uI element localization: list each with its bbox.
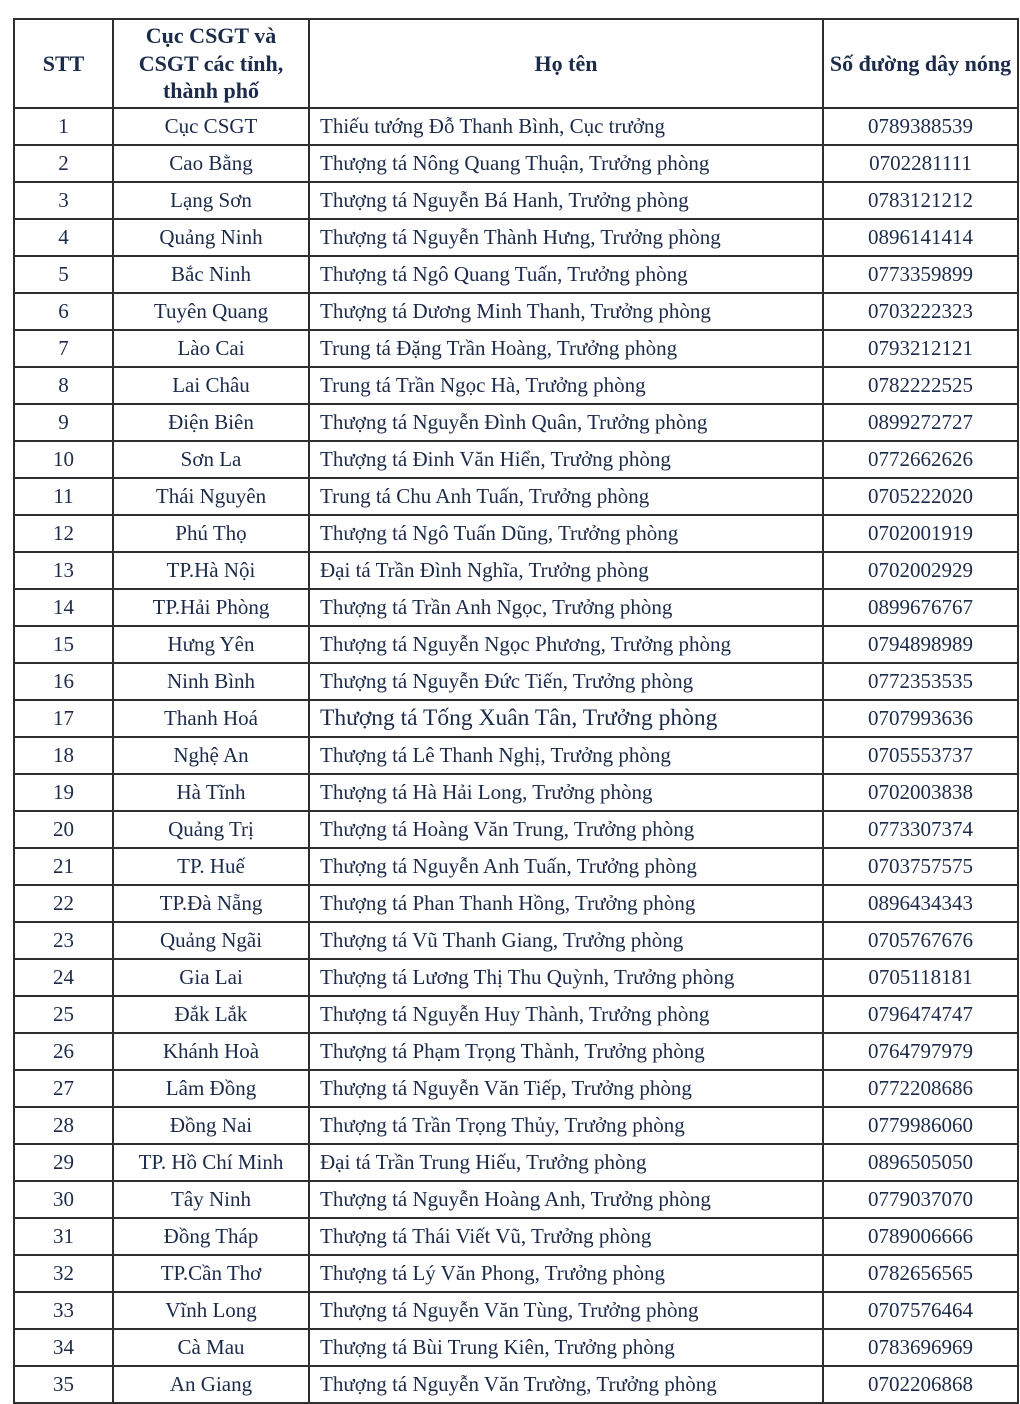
table-row xyxy=(14,774,1018,811)
row-stt: 7 xyxy=(14,330,113,367)
table-header xyxy=(14,19,1018,108)
row-hotline: 0773359899 xyxy=(823,256,1018,293)
row-stt: 11 xyxy=(14,478,113,515)
row-stt: 35 xyxy=(14,1366,113,1403)
row-hotline: 0705222020 xyxy=(823,478,1018,515)
row-name: Thượng tá Tống Xuân Tân, Trưởng phòng xyxy=(309,700,823,737)
table-row xyxy=(14,404,1018,441)
header-row xyxy=(14,19,1018,108)
table-row xyxy=(14,1292,1018,1329)
row-name: Thượng tá Nguyễn Thành Hưng, Trưởng phòng xyxy=(309,219,823,256)
row-unit: Lâm Đồng xyxy=(113,1070,309,1107)
row-hotline: 0779037070 xyxy=(823,1181,1018,1218)
row-name: Thượng tá Phạm Trọng Thành, Trưởng phòng xyxy=(309,1033,823,1070)
row-hotline: 0896505050 xyxy=(823,1144,1018,1181)
row-stt: 4 xyxy=(14,219,113,256)
row-hotline: 0896141414 xyxy=(823,219,1018,256)
row-name: Thượng tá Đinh Văn Hiển, Trưởng phòng xyxy=(309,441,823,478)
row-unit: Lào Cai xyxy=(113,330,309,367)
table-row xyxy=(14,1144,1018,1181)
row-hotline: 0782222525 xyxy=(823,367,1018,404)
row-stt: 1 xyxy=(14,108,113,145)
table-row xyxy=(14,811,1018,848)
row-stt: 28 xyxy=(14,1107,113,1144)
row-name: Thượng tá Nguyễn Đức Tiến, Trưởng phòng xyxy=(309,663,823,700)
row-unit: Đồng Tháp xyxy=(113,1218,309,1255)
row-hotline: 0772662626 xyxy=(823,441,1018,478)
row-hotline: 0794898989 xyxy=(823,626,1018,663)
row-unit: Tuyên Quang xyxy=(113,293,309,330)
row-stt: 30 xyxy=(14,1181,113,1218)
row-hotline: 0793212121 xyxy=(823,330,1018,367)
hotline-table xyxy=(13,18,1019,1404)
table-row xyxy=(14,1033,1018,1070)
table-row xyxy=(14,922,1018,959)
row-stt: 5 xyxy=(14,256,113,293)
row-unit: An Giang xyxy=(113,1366,309,1403)
row-stt: 29 xyxy=(14,1144,113,1181)
table-body xyxy=(14,108,1018,1403)
table-row xyxy=(14,1366,1018,1403)
header-name: Họ tên xyxy=(309,19,823,108)
row-hotline: 0705553737 xyxy=(823,737,1018,774)
row-name: Trung tá Chu Anh Tuấn, Trưởng phòng xyxy=(309,478,823,515)
row-unit: TP. Hồ Chí Minh xyxy=(113,1144,309,1181)
table-row xyxy=(14,959,1018,996)
header-unit: Cục CSGT và CSGT các tỉnh, thành phố xyxy=(113,19,309,108)
row-name: Thượng tá Dương Minh Thanh, Trưởng phòng xyxy=(309,293,823,330)
row-name: Đại tá Trần Đình Nghĩa, Trưởng phòng xyxy=(309,552,823,589)
row-unit: Quảng Trị xyxy=(113,811,309,848)
table-row xyxy=(14,330,1018,367)
row-name: Thượng tá Lý Văn Phong, Trưởng phòng xyxy=(309,1255,823,1292)
row-unit: Thái Nguyên xyxy=(113,478,309,515)
row-hotline: 0796474747 xyxy=(823,996,1018,1033)
row-hotline: 0899676767 xyxy=(823,589,1018,626)
table-row xyxy=(14,626,1018,663)
row-stt: 6 xyxy=(14,293,113,330)
row-name: Thượng tá Nguyễn Văn Trường, Trưởng phòng xyxy=(309,1366,823,1403)
table-row xyxy=(14,552,1018,589)
row-name: Thượng tá Phan Thanh Hồng, Trưởng phòng xyxy=(309,885,823,922)
row-stt: 15 xyxy=(14,626,113,663)
table-row xyxy=(14,737,1018,774)
row-name: Trung tá Trần Ngọc Hà, Trưởng phòng xyxy=(309,367,823,404)
table-row xyxy=(14,367,1018,404)
row-name: Thượng tá Vũ Thanh Giang, Trưởng phòng xyxy=(309,922,823,959)
row-hotline: 0707576464 xyxy=(823,1292,1018,1329)
table-row xyxy=(14,663,1018,700)
row-unit: Cà Mau xyxy=(113,1329,309,1366)
table-row xyxy=(14,182,1018,219)
row-stt: 9 xyxy=(14,404,113,441)
row-unit: Bắc Ninh xyxy=(113,256,309,293)
row-name: Thượng tá Nguyễn Anh Tuấn, Trưởng phòng xyxy=(309,848,823,885)
table-row xyxy=(14,515,1018,552)
table-row xyxy=(14,441,1018,478)
table-row xyxy=(14,478,1018,515)
row-stt: 12 xyxy=(14,515,113,552)
row-name: Thượng tá Ngô Tuấn Dũng, Trưởng phòng xyxy=(309,515,823,552)
table-row xyxy=(14,996,1018,1033)
row-stt: 20 xyxy=(14,811,113,848)
row-stt: 21 xyxy=(14,848,113,885)
row-name: Thượng tá Ngô Quang Tuấn, Trưởng phòng xyxy=(309,256,823,293)
row-hotline: 0896434343 xyxy=(823,885,1018,922)
row-name: Thiếu tướng Đỗ Thanh Bình, Cục trưởng xyxy=(309,108,823,145)
row-hotline: 0702206868 xyxy=(823,1366,1018,1403)
header-stt: STT xyxy=(14,19,113,108)
row-unit: TP.Cần Thơ xyxy=(113,1255,309,1292)
row-hotline: 0707993636 xyxy=(823,700,1018,737)
row-unit: Nghệ An xyxy=(113,737,309,774)
row-unit: Hưng Yên xyxy=(113,626,309,663)
row-stt: 26 xyxy=(14,1033,113,1070)
row-name: Thượng tá Nguyễn Văn Tiếp, Trưởng phòng xyxy=(309,1070,823,1107)
row-unit: Phú Thọ xyxy=(113,515,309,552)
row-stt: 32 xyxy=(14,1255,113,1292)
row-hotline: 0702003838 xyxy=(823,774,1018,811)
row-unit: Quảng Ngãi xyxy=(113,922,309,959)
row-hotline: 0703222323 xyxy=(823,293,1018,330)
row-stt: 23 xyxy=(14,922,113,959)
row-stt: 16 xyxy=(14,663,113,700)
row-name: Thượng tá Nguyễn Đình Quân, Trưởng phòng xyxy=(309,404,823,441)
row-stt: 25 xyxy=(14,996,113,1033)
table-row xyxy=(14,885,1018,922)
row-unit: Đồng Nai xyxy=(113,1107,309,1144)
row-unit: Cao Bằng xyxy=(113,145,309,182)
row-unit: Điện Biên xyxy=(113,404,309,441)
table-row xyxy=(14,1218,1018,1255)
row-name: Thượng tá Nguyễn Huy Thành, Trưởng phòng xyxy=(309,996,823,1033)
table-row xyxy=(14,1255,1018,1292)
row-unit: Thanh Hoá xyxy=(113,700,309,737)
row-unit: Lạng Sơn xyxy=(113,182,309,219)
row-stt: 10 xyxy=(14,441,113,478)
row-hotline: 0789388539 xyxy=(823,108,1018,145)
table-row xyxy=(14,219,1018,256)
table-row xyxy=(14,589,1018,626)
row-unit: Sơn La xyxy=(113,441,309,478)
row-unit: Lai Châu xyxy=(113,367,309,404)
row-hotline: 0705118181 xyxy=(823,959,1018,996)
row-unit: Vĩnh Long xyxy=(113,1292,309,1329)
row-unit: Cục CSGT xyxy=(113,108,309,145)
row-unit: Hà Tĩnh xyxy=(113,774,309,811)
row-stt: 33 xyxy=(14,1292,113,1329)
row-unit: TP. Huế xyxy=(113,848,309,885)
row-name: Trung tá Đặng Trần Hoàng, Trưởng phòng xyxy=(309,330,823,367)
row-name: Thượng tá Trần Trọng Thủy, Trưởng phòng xyxy=(309,1107,823,1144)
row-unit: Gia Lai xyxy=(113,959,309,996)
row-name: Thượng tá Hà Hải Long, Trưởng phòng xyxy=(309,774,823,811)
row-name: Thượng tá Trần Anh Ngọc, Trưởng phòng xyxy=(309,589,823,626)
row-hotline: 0702002929 xyxy=(823,552,1018,589)
row-hotline: 0783696969 xyxy=(823,1329,1018,1366)
row-hotline: 0764797979 xyxy=(823,1033,1018,1070)
row-unit: Tây Ninh xyxy=(113,1181,309,1218)
row-name: Thượng tá Hoàng Văn Trung, Trưởng phòng xyxy=(309,811,823,848)
table-row xyxy=(14,293,1018,330)
header-hotline: Số đường dây nóng xyxy=(823,19,1018,108)
row-name: Thượng tá Nguyễn Văn Tùng, Trưởng phòng xyxy=(309,1292,823,1329)
row-name: Thượng tá Nguyễn Ngọc Phương, Trưởng phòng xyxy=(309,626,823,663)
table-row xyxy=(14,1070,1018,1107)
row-stt: 2 xyxy=(14,145,113,182)
row-unit: Quảng Ninh xyxy=(113,219,309,256)
table-row xyxy=(14,256,1018,293)
row-hotline: 0782656565 xyxy=(823,1255,1018,1292)
row-name: Thượng tá Thái Viết Vũ, Trưởng phòng xyxy=(309,1218,823,1255)
row-stt: 13 xyxy=(14,552,113,589)
table-row xyxy=(14,1329,1018,1366)
row-hotline: 0789006666 xyxy=(823,1218,1018,1255)
row-hotline: 0783121212 xyxy=(823,182,1018,219)
row-hotline: 0779986060 xyxy=(823,1107,1018,1144)
row-name: Đại tá Trần Trung Hiếu, Trưởng phòng xyxy=(309,1144,823,1181)
row-stt: 34 xyxy=(14,1329,113,1366)
row-unit: TP.Hà Nội xyxy=(113,552,309,589)
row-hotline: 0702001919 xyxy=(823,515,1018,552)
row-stt: 8 xyxy=(14,367,113,404)
row-stt: 3 xyxy=(14,182,113,219)
row-name: Thượng tá Lê Thanh Nghị, Trưởng phòng xyxy=(309,737,823,774)
row-hotline: 0705767676 xyxy=(823,922,1018,959)
table-row xyxy=(14,1181,1018,1218)
table-row xyxy=(14,848,1018,885)
row-hotline: 0703757575 xyxy=(823,848,1018,885)
row-stt: 27 xyxy=(14,1070,113,1107)
row-stt: 14 xyxy=(14,589,113,626)
row-name: Thượng tá Nông Quang Thuận, Trưởng phòng xyxy=(309,145,823,182)
table-row xyxy=(14,700,1018,737)
table-row xyxy=(14,145,1018,182)
table-row xyxy=(14,1107,1018,1144)
row-unit: TP.Đà Nẵng xyxy=(113,885,309,922)
row-name: Thượng tá Lương Thị Thu Quỳnh, Trưởng phòng xyxy=(309,959,823,996)
table-row xyxy=(14,108,1018,145)
row-hotline: 0702281111 xyxy=(823,145,1018,182)
row-hotline: 0772353535 xyxy=(823,663,1018,700)
row-name: Thượng tá Nguyễn Bá Hanh, Trưởng phòng xyxy=(309,182,823,219)
row-hotline: 0899272727 xyxy=(823,404,1018,441)
row-hotline: 0772208686 xyxy=(823,1070,1018,1107)
row-stt: 17 xyxy=(14,700,113,737)
row-stt: 31 xyxy=(14,1218,113,1255)
row-stt: 22 xyxy=(14,885,113,922)
row-stt: 19 xyxy=(14,774,113,811)
row-hotline: 0773307374 xyxy=(823,811,1018,848)
row-unit: Đắk Lắk xyxy=(113,996,309,1033)
row-name: Thượng tá Bùi Trung Kiên, Trưởng phòng xyxy=(309,1329,823,1366)
row-stt: 24 xyxy=(14,959,113,996)
row-unit: Khánh Hoà xyxy=(113,1033,309,1070)
row-name: Thượng tá Nguyễn Hoàng Anh, Trưởng phòng xyxy=(309,1181,823,1218)
row-stt: 18 xyxy=(14,737,113,774)
row-unit: TP.Hải Phòng xyxy=(113,589,309,626)
row-unit: Ninh Bình xyxy=(113,663,309,700)
